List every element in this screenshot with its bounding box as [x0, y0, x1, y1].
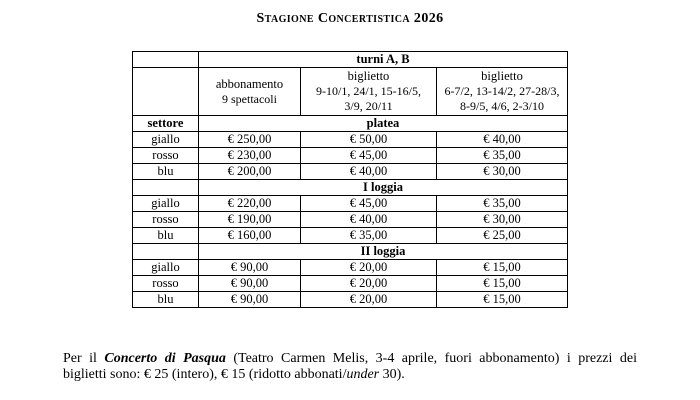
footer-italic-word: under [346, 366, 380, 382]
column-header-row [132, 68, 567, 116]
turni-header-row [132, 52, 567, 68]
empty-corner-cell [132, 52, 198, 68]
settore-cell: blu [132, 164, 198, 180]
price-cell: € 160,00 [198, 228, 300, 244]
price-cell: € 15,00 [436, 292, 567, 308]
price-cell: € 220,00 [198, 196, 300, 212]
settore-cell: rosso [132, 148, 198, 164]
settore-cell: giallo [132, 132, 198, 148]
header-line: 6-7/2, 13-14/2, 27-28/3, [444, 84, 560, 98]
settore-cell: giallo [132, 196, 198, 212]
footer-line-1 [63, 351, 637, 367]
header-line: 9 spettacoli [221, 91, 277, 106]
price-table [132, 51, 568, 308]
header-line: biglietto [481, 69, 523, 83]
footer-text: biglietti sono: € 25 (intero), € 15 (ridotto abbonati/ [63, 366, 347, 382]
price-cell: € 15,00 [436, 260, 567, 276]
price-cell: € 30,00 [436, 212, 567, 228]
document-page [0, 10, 700, 400]
empty-cell [132, 180, 198, 196]
price-cell: € 90,00 [198, 276, 300, 292]
section-name-cell: II loggia [198, 244, 567, 260]
price-row [132, 164, 567, 180]
price-row [132, 196, 567, 212]
footer-text: (Teatro Carmen Melis, 3-4 aprile, fuori abbonamento) i prezzi dei [225, 351, 637, 366]
price-row [132, 228, 567, 244]
empty-cell [132, 244, 198, 260]
settore-cell: blu [132, 228, 198, 244]
price-cell: € 50,00 [300, 132, 436, 148]
price-cell: € 230,00 [198, 148, 300, 164]
price-cell: € 45,00 [300, 148, 436, 164]
price-cell: € 200,00 [198, 164, 300, 180]
settore-cell: rosso [132, 212, 198, 228]
footer-text: Per il [63, 351, 105, 366]
price-cell: € 20,00 [300, 276, 436, 292]
section-header-row [132, 244, 567, 260]
footer-text: 30). [379, 366, 405, 382]
header-line: abbonamento [215, 76, 284, 91]
turni-header-cell: turni A, B [198, 52, 567, 68]
section-name-cell: platea [198, 116, 567, 132]
price-cell: € 20,00 [300, 292, 436, 308]
footer-note [63, 351, 637, 382]
price-cell: € 250,00 [198, 132, 300, 148]
header-line: 9-10/1, 24/1, 15-16/5, [315, 84, 421, 98]
page-title: Stagione Concertistica 2026 [256, 11, 444, 26]
price-table-body [132, 116, 567, 308]
column-header-biglietto-2 [436, 68, 567, 116]
price-cell: € 20,00 [300, 260, 436, 276]
price-row [132, 260, 567, 276]
section-name-cell: I loggia [198, 180, 567, 196]
empty-corner-cell [132, 68, 198, 116]
price-cell: € 45,00 [300, 196, 436, 212]
price-cell: € 35,00 [300, 228, 436, 244]
header-line: 8-9/5, 4/6, 2-3/10 [460, 99, 544, 113]
header-line: biglietto [347, 69, 390, 83]
price-cell: € 190,00 [198, 212, 300, 228]
settore-header-cell: settore [132, 116, 198, 132]
price-cell: € 35,00 [436, 148, 567, 164]
header-line: 3/9, 20/11 [344, 99, 393, 113]
price-cell: € 25,00 [436, 228, 567, 244]
settore-cell: giallo [132, 260, 198, 276]
settore-cell: blu [132, 292, 198, 308]
price-cell: € 40,00 [300, 212, 436, 228]
price-cell: € 90,00 [198, 260, 300, 276]
footer-line-2 [63, 367, 637, 383]
event-name: Concerto di Pasqua [104, 351, 226, 366]
price-row [132, 212, 567, 228]
settore-cell: rosso [132, 276, 198, 292]
price-cell: € 35,00 [436, 196, 567, 212]
price-cell: € 30,00 [436, 164, 567, 180]
column-header-biglietto-1 [300, 68, 436, 116]
price-cell: € 15,00 [436, 276, 567, 292]
price-cell: € 90,00 [198, 292, 300, 308]
price-row [132, 132, 567, 148]
price-row [132, 276, 567, 292]
price-row [132, 148, 567, 164]
price-cell: € 40,00 [300, 164, 436, 180]
section-header-row [132, 180, 567, 196]
price-row [132, 292, 567, 308]
price-cell: € 40,00 [436, 132, 567, 148]
section-header-row [132, 116, 567, 132]
column-header-abbonamento [198, 68, 300, 116]
